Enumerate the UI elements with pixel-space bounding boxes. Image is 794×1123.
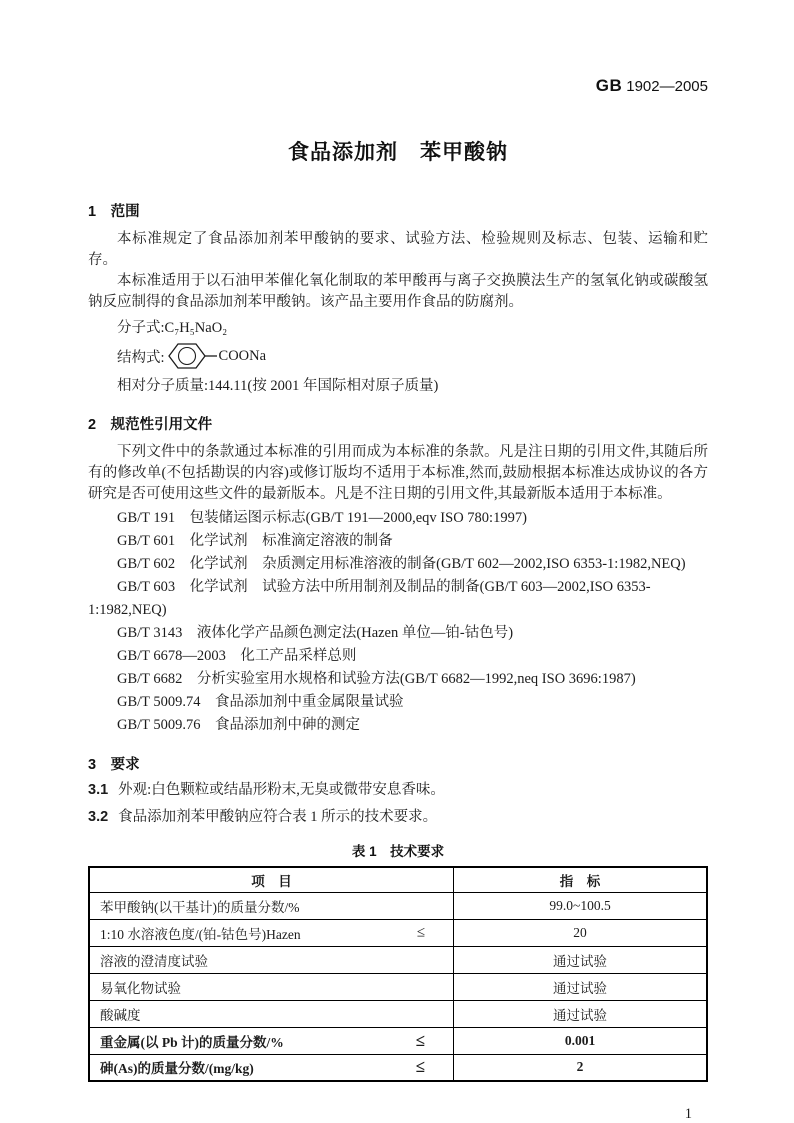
column-header-value: 指 标: [454, 867, 707, 892]
table-row: [89, 946, 707, 973]
table-row: [89, 973, 707, 1000]
reference-item: GB/T 5009.76 食品添加剂中砷的测定: [117, 717, 361, 733]
less-equal-symbol: ≤: [415, 1030, 426, 1050]
scope-paragraph-1: 本标准规定了食品添加剂苯甲酸钠的要求、试验方法、检验规则及标志、包装、运输和贮存。: [88, 231, 708, 268]
clause-text: 外观:白色颗粒或结晶形粉末,无臭或微带安息香味。: [118, 782, 445, 798]
reference-item: GB/T 603 化学试剂 试验方法中所用制剂及制品的制备(GB/T 603—2002,ISO 6353-1:1982,NEQ): [88, 579, 651, 618]
molecular-formula: C₇H₅NaO₂: [164, 320, 228, 336]
row-item-label: 砷(As)的质量分数/(mg/kg): [100, 1061, 254, 1077]
less-equal-symbol: ≤: [416, 924, 426, 940]
table-row: [89, 1000, 707, 1027]
reference-item: GB/T 5009.74 食品添加剂中重金属限量试验: [117, 694, 404, 710]
row-value: 通过试验: [454, 1000, 707, 1027]
row-value: 通过试验: [454, 946, 707, 973]
section-1-heading: 1 范围: [88, 204, 140, 220]
reference-item: GB/T 191 包装储运图示标志(GB/T 191—2000,eqv ISO 780:1997): [117, 510, 527, 526]
page-number: 1: [684, 1106, 692, 1122]
clause-3-2: [88, 807, 708, 828]
normative-references-intro: 下列文件中的条款通过本标准的引用而成为本标准的条款。凡是注日期的引用文件,其随后所有的修改单(不包括勘误的内容)或修订版均不适用于本标准,然而,鼓励根据本标准达成协议的各方研究是否可使用这些文件的最新版本。凡是不注日期的引用文件,其最新版本适用于本标准。: [88, 444, 708, 502]
standard-number: 1902—2005: [626, 78, 708, 95]
row-item-label: 重金属(以 Pb 计)的质量分数/%: [100, 1034, 284, 1050]
relative-molecular-mass: 相对分子质量:144.11(按 2001 年国际相对原子质量): [117, 378, 439, 394]
section-3-heading: 3 要求: [88, 757, 140, 773]
table-header-row: [89, 867, 707, 892]
reference-item: GB/T 601 化学试剂 标准滴定溶液的制备: [117, 533, 393, 549]
clause-3-1: [88, 780, 708, 801]
row-value: 99.0~100.5: [454, 892, 707, 919]
molecular-formula-label: 分子式:: [117, 320, 165, 336]
reference-item: GB/T 3143 液体化学产品颜色测定法(Hazen 单位—铂-钴色号): [117, 625, 514, 641]
reference-item: GB/T 6678—2003 化工产品采样总则: [117, 648, 357, 664]
table-row: [89, 1027, 707, 1054]
table-row: [89, 892, 707, 919]
row-item-label: 1:10 水溶液色度/(铂-钴色号)Hazen: [100, 926, 301, 942]
reference-item: GB/T 602 化学试剂 杂质测定用标准溶液的制备(GB/T 602—2002,ISO 6353-1:1982,NEQ): [117, 556, 686, 572]
table-row: [89, 1054, 707, 1081]
clause-text: 食品添加剂苯甲酸钠应符合表 1 所示的技术要求。: [118, 809, 438, 825]
structure-formula-line: [117, 341, 708, 371]
structure-formula-suffix: COONa: [218, 347, 267, 364]
technical-requirements-table: [88, 866, 708, 1082]
row-item-label: 酸碱度: [100, 1007, 141, 1023]
row-value: 通过试验: [454, 973, 707, 1000]
document-title: 食品添加剂 苯甲酸钠: [288, 141, 508, 164]
molecular-formula-line: [117, 317, 708, 339]
benzene-ring-icon: [167, 342, 219, 370]
clause-number: 3.2: [88, 809, 109, 825]
table-caption: 表 1 技术要求: [351, 844, 445, 859]
column-header-item: 项 目: [89, 867, 454, 892]
less-equal-symbol: ≤: [415, 1057, 426, 1077]
row-value: 20: [454, 919, 707, 946]
standard-number-header: [88, 76, 708, 96]
row-item-label: 苯甲酸钠(以干基计)的质量分数/%: [100, 899, 300, 915]
reference-list: [88, 507, 708, 737]
structure-formula-label: 结构式:: [117, 349, 165, 366]
row-value: 2: [454, 1054, 707, 1081]
row-value: 0.001: [454, 1027, 707, 1054]
section-2-heading: 2 规范性引用文件: [88, 417, 213, 433]
standard-prefix: GB: [595, 76, 623, 95]
table-row: [89, 919, 707, 946]
row-item-label: 易氧化物试验: [100, 980, 181, 996]
row-item-label: 溶液的澄清度试验: [100, 953, 208, 969]
clause-number: 3.1: [88, 782, 109, 798]
scope-paragraph-2: 本标准适用于以石油甲苯催化氧化制取的苯甲酸再与离子交换膜法生产的氢氧化钠或碳酸氢钠反应制得的食品添加剂苯甲酸钠。该产品主要用作食品的防腐剂。: [88, 273, 708, 310]
reference-item: GB/T 6682 分析实验室用水规格和试验方法(GB/T 6682—1992,neq ISO 3696:1987): [117, 671, 636, 687]
